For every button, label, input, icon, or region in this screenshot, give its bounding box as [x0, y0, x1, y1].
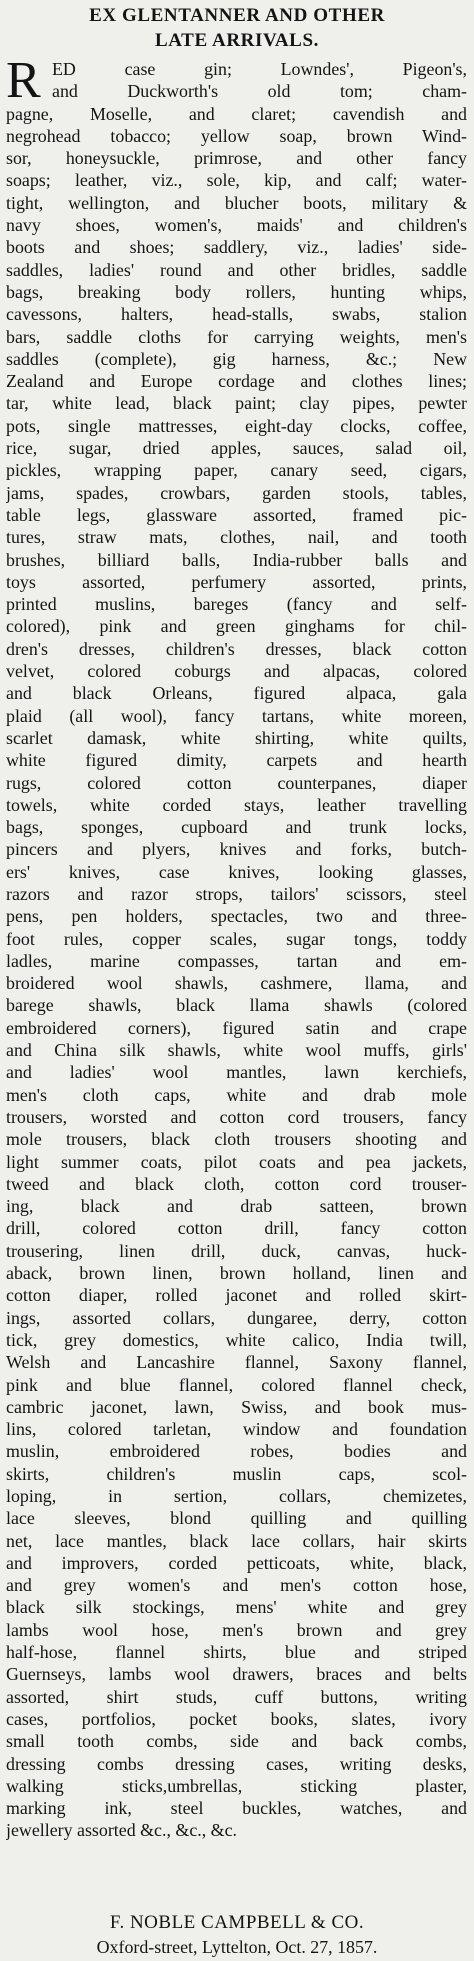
advert-body-line: toys assorted, perfumery assorted, prints,	[6, 571, 467, 592]
advert-heading-line-2: LATE ARRIVALS.	[155, 30, 319, 51]
advert-body-line: small tooth combs, side and back combs,	[6, 1731, 467, 1752]
advert-body-line: lace sleeves, blond quilling and quilling	[6, 1508, 467, 1529]
advert-body-line: brushes, billiard balls, India-rubber balls and	[6, 549, 467, 570]
advert-dateline: Oxford-street, Lyttelton, Oct. 27, 1857.	[96, 1937, 378, 1957]
advert-body-line: trousering, linen drill, duck, canvas, huck-	[6, 1240, 467, 1261]
advert-body-line: pincers and plyers, knives and forks, butch-	[6, 839, 467, 860]
drop-cap: R	[6, 52, 41, 109]
advert-body-line: velvet, colored coburgs and alpacas, colored	[6, 661, 467, 682]
advert-body-line: saddles (complete), gig harness, &c.; New	[6, 348, 467, 369]
advert-body-line: light summer coats, pilot coats and pea jackets,	[6, 1151, 467, 1172]
advert-body-line: towels, white corded stays, leather travelling	[6, 794, 467, 815]
advert-body-line: colored), pink and green ginghams for chil-	[6, 616, 467, 637]
advert-body-line: aback, brown linen, brown holland, linen and	[6, 1263, 467, 1284]
advert-body-line: bags, sponges, cupboard and trunk locks,	[6, 817, 467, 838]
advert-body-line: ings, assorted collars, dungaree, derry, cotton	[6, 1307, 467, 1328]
advert-body-line: net, lace mantles, black lace collars, hair skirts	[6, 1530, 467, 1551]
advert-body-line: black silk stockings, mens' white and grey	[6, 1597, 467, 1618]
advert-body-line: bags, breaking body rollers, hunting whips,	[6, 281, 467, 302]
advert-body-line: rice, sugar, dried apples, sauces, salad oil,	[6, 438, 467, 459]
advert-body-line: drill, colored cotton drill, fancy cotton	[6, 1218, 467, 1239]
advert-body-line: Zealand and Europe cordage and clothes lines;	[6, 371, 467, 392]
advert-body	[6, 52, 467, 1842]
advert-body-line: pagne, Moselle, and claret; cavendish and	[6, 103, 467, 124]
advert-body-line: lambs wool hose, men's brown and grey	[6, 1619, 467, 1640]
advert-body-line: half-hose, flannel shirts, blue and striped	[6, 1642, 467, 1663]
advert-body-line: cambric jaconet, lawn, Swiss, and book mus-	[6, 1396, 467, 1417]
advert-body-line: cotton diaper, rolled jaconet and rolled skirt-	[6, 1285, 467, 1306]
advert-body-line: marking ink, steel buckles, watches, and	[6, 1798, 467, 1819]
advert-body-line: soaps; leather, viz., sole, kip, and calf; water-	[6, 170, 467, 191]
advert-body-line: ing, black and drab satteen, brown	[6, 1196, 467, 1217]
advert-body-line: barege shawls, black llama shawls (colored	[6, 995, 467, 1016]
advert-body-line: cases, portfolios, pocket books, slates, ivory	[6, 1708, 467, 1729]
advert-body-line: skirts, children's muslin caps, scol-	[6, 1463, 467, 1484]
advert-body-line: and Duckworth's old tom; cham-	[52, 81, 467, 102]
advert-body-line: navy shoes, women's, maids' and children's	[6, 215, 467, 236]
advert-body-line: and black Orleans, figured alpaca, gala	[6, 683, 467, 704]
advertiser-signature: F. NOBLE CAMPBELL & CO.	[109, 1912, 365, 1933]
advert-body-line: pens, pen holders, spectacles, two and three-	[6, 906, 467, 927]
advert-body-line: ED case gin; Lowndes', Pigeon's,	[52, 59, 467, 79]
advert-body-line: rugs, colored cotton counterpanes, diaper	[6, 772, 467, 793]
advert-body-line: jams, spades, crowbars, garden stools, tables,	[6, 482, 467, 503]
advert-body-line: scarlet damask, white shirting, white quilts,	[6, 727, 467, 748]
advert-body-line: plaid (all wool), fancy tartans, white moreen,	[6, 705, 467, 726]
advert-body-line: tures, straw mats, clothes, nail, and tooth	[6, 527, 467, 548]
advert-body-line: table legs, glassware assorted, framed pic-	[6, 504, 467, 525]
advert-body-line: sor, honeysuckle, primrose, and other fancy	[6, 148, 467, 169]
advert-body-line: loping, in sertion, collars, chemizetes,	[6, 1486, 467, 1506]
advert-body-line: and grey women's and men's cotton hose,	[6, 1575, 467, 1596]
advert-body-line: tight, wellington, and blucher boots, military &	[6, 192, 467, 213]
advert-body-line: boots and shoes; saddlery, viz., ladies' side-	[6, 237, 467, 258]
advert-body-line: tar, white lead, black paint; clay pipes, pewter	[6, 393, 467, 414]
advert-body-line: and ladies' wool mantles, lawn kerchiefs,	[6, 1062, 467, 1083]
advert-body-line: pickles, wrapping paper, canary seed, cigars,	[6, 460, 467, 481]
advert-body-line: white figured dimity, carpets and hearth	[6, 750, 467, 771]
advert-body-line: jewellery assorted &c., &c., &c.	[6, 1820, 238, 1841]
advert-body-line: dressing combs dressing cases, writing desks,	[6, 1753, 467, 1774]
advert-body-line: embroidered corners), figured satin and crape	[6, 1017, 467, 1038]
advert-body-line: saddles, ladies' round and other bridles, saddle	[6, 259, 467, 280]
advert-body-line: lins, colored tarletan, window and foundation	[6, 1419, 467, 1440]
advert-body-line: foot rules, copper scales, sugar tongs, toddy	[6, 928, 467, 949]
advert-body-line: dren's dresses, children's dresses, black cotton	[6, 638, 467, 659]
advert-body-line: tick, grey domestics, white calico, India twill,	[6, 1329, 467, 1350]
advert-body-line: and improvers, corded petticoats, white, black,	[6, 1552, 467, 1573]
advert-body-line: men's cloth caps, white and drab mole	[6, 1084, 467, 1105]
advert-body-line: Guernseys, lambs wool drawers, braces and belts	[6, 1664, 467, 1685]
advert-body-line: tweed and black cloth, cotton cord trouser-	[6, 1173, 467, 1194]
advert-body-line: Welsh and Lancashire flannel, Saxony flannel,	[6, 1352, 467, 1373]
advert-body-line: pots, single mattresses, eight-day clocks, coffee,	[6, 415, 467, 436]
advert-body-line: pink and blue flannel, colored flannel check,	[6, 1374, 467, 1395]
advert-body-line: cavessons, halters, head-stalls, swabs, stalion	[6, 304, 467, 325]
advert-body-line: mole trousers, black cloth trousers shooting and	[6, 1129, 467, 1150]
advert-body-line: negrohead tobacco; yellow soap, brown Wind-	[6, 125, 467, 146]
advert-body-line: and China silk shawls, white wool muffs, girls'	[6, 1040, 467, 1061]
advert-body-line: assorted, shirt studs, cuff buttons, writing	[6, 1686, 467, 1707]
advert-body-line: muslin, embroidered robes, bodies and	[6, 1441, 467, 1462]
advert-body-line: trousers, worsted and cotton cord trousers, fancy	[6, 1106, 467, 1127]
advert-body-line: razors and razor strops, tailors' scissors, steel	[6, 883, 467, 904]
advert-body-line: walking sticks,umbrellas, sticking plaster,	[6, 1775, 467, 1796]
advert-body-line: ladles, marine compasses, tartan and em-	[6, 950, 467, 971]
advert-body-line: ers' knives, case knives, looking glasses,	[6, 861, 467, 882]
advert-body-line: printed muslins, bareges (fancy and self-	[6, 594, 467, 615]
advert-body-line: broidered wool shawls, cashmere, llama, and	[6, 973, 467, 994]
advert-heading-line-1: EX GLENTANNER AND OTHER	[89, 5, 385, 26]
advert-body-line: bars, saddle cloths for carrying weights, men's	[6, 326, 467, 347]
